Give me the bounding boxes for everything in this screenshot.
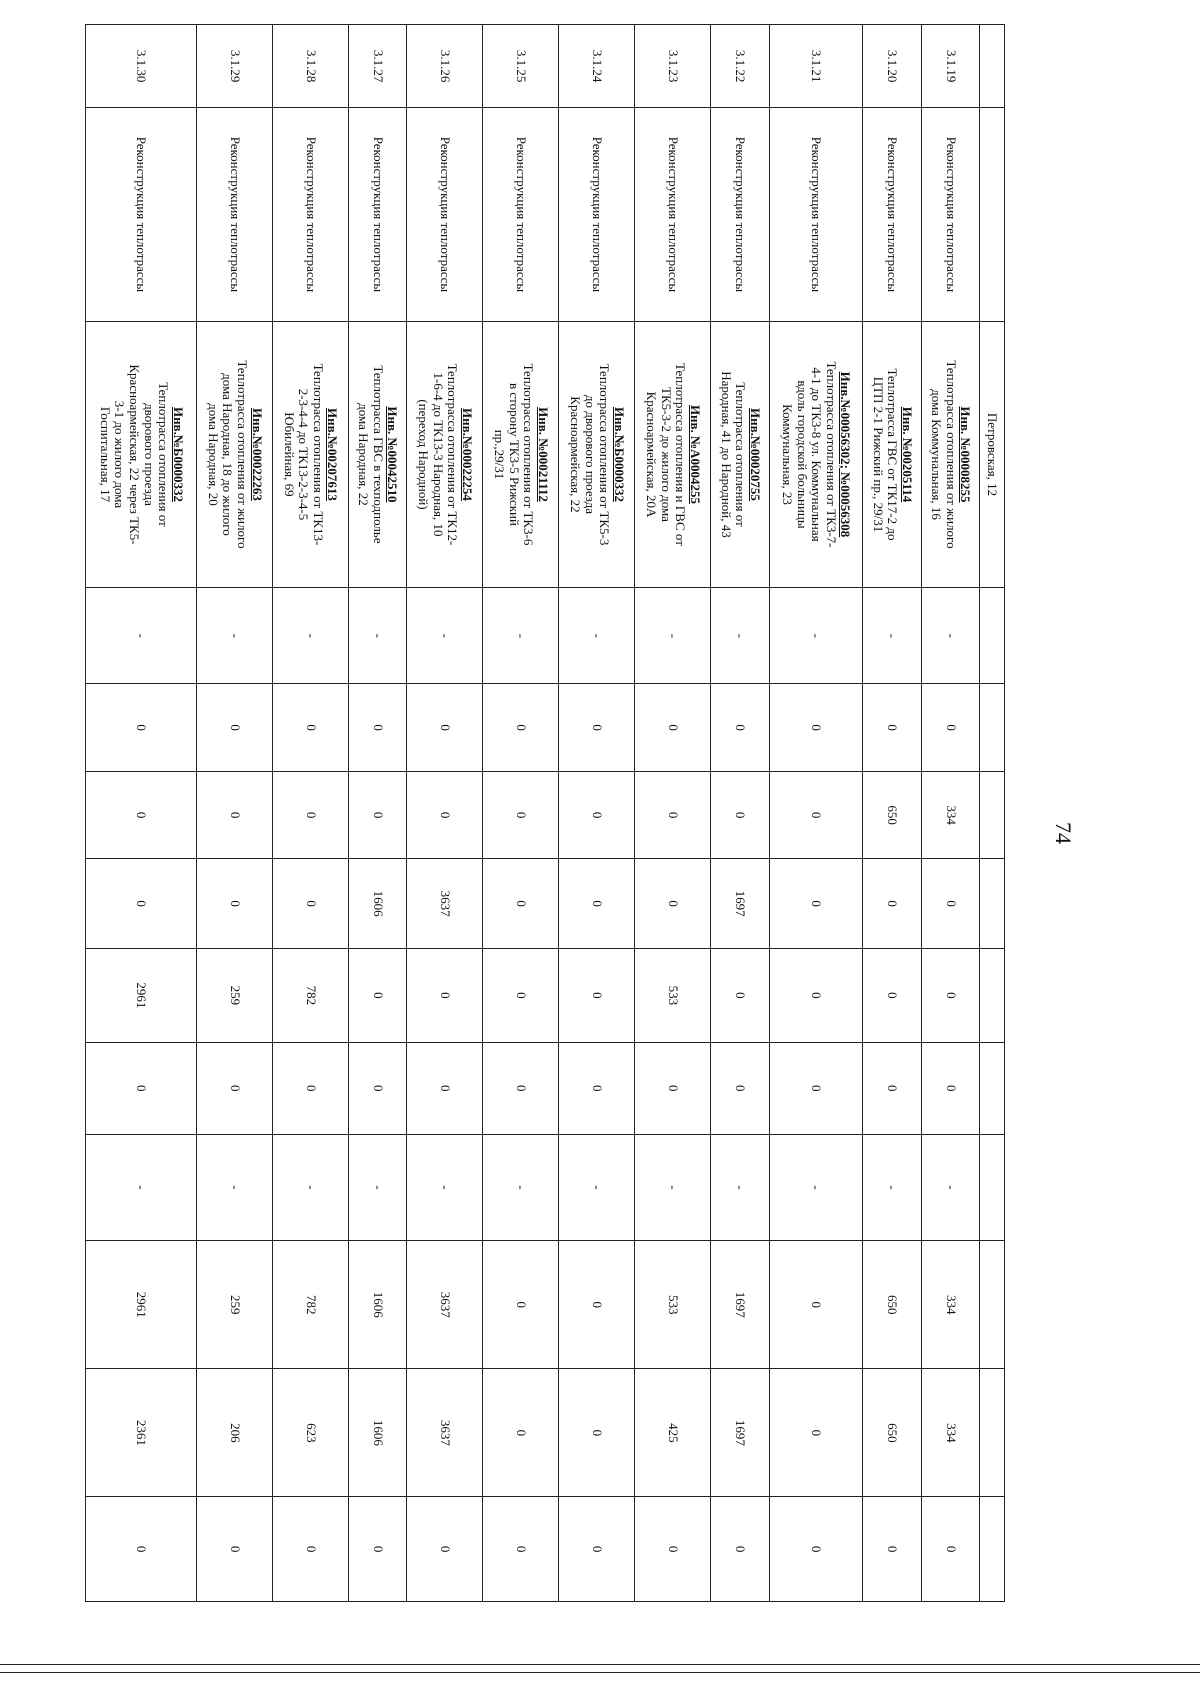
object-description xyxy=(769,321,862,588)
value-cell-2: 0 xyxy=(559,684,635,771)
description-line: дома Народная, 22 xyxy=(356,403,372,506)
value-cell-6: 0 xyxy=(921,1042,979,1134)
inventory-number: Инв.№00020755 xyxy=(747,408,763,501)
value-cell-9: 334 xyxy=(921,1369,979,1497)
value-cell-9: 1697 xyxy=(711,1369,769,1497)
value-cell-1: - xyxy=(769,588,862,684)
value-cell-4: 0 xyxy=(272,859,348,949)
value-cell-4: 1697 xyxy=(711,859,769,949)
value-cell-9: 0 xyxy=(483,1369,559,1497)
row-number: 3.1.21 xyxy=(769,25,862,108)
value-cell-3: 0 xyxy=(559,771,635,858)
value-cell-6: 0 xyxy=(196,1042,272,1134)
description-line: Теплотрасса отопления от ТК13- xyxy=(310,363,326,546)
value-cell-4: 0 xyxy=(635,859,711,949)
value-cell-10: 0 xyxy=(863,1497,921,1602)
description-line: дома Коммунальная, 16 xyxy=(929,389,944,520)
table-row xyxy=(86,25,197,1602)
value-cell-1: - xyxy=(407,588,483,684)
value-cell-3: 0 xyxy=(348,771,406,858)
value-cell-8: 0 xyxy=(769,1241,862,1369)
description-line: ТК5-3-2 до жилого дома xyxy=(658,387,674,522)
table-row xyxy=(272,25,348,1602)
value-cell-10: 0 xyxy=(407,1497,483,1602)
value-cell-9: 623 xyxy=(272,1369,348,1497)
value-cell-2: 0 xyxy=(711,684,769,771)
description-line: (переход Народной) xyxy=(416,399,432,510)
description-line: 3-1 до жилого дома xyxy=(112,400,128,509)
value-cell-5: 0 xyxy=(711,948,769,1042)
value-cell-7: - xyxy=(86,1134,197,1241)
description-line: ЦТП 2-1 Рижский пр., 29/31 xyxy=(870,376,886,533)
value-cell-5: 0 xyxy=(407,948,483,1042)
value-cell-2: 0 xyxy=(635,684,711,771)
value-cell-10: 0 xyxy=(559,1497,635,1602)
work-type: Реконструкция теплотрассы xyxy=(272,108,348,321)
value-cell-9: 425 xyxy=(635,1369,711,1497)
work-type: Реконструкция теплотрассы xyxy=(559,108,635,321)
row-number: 3.1.28 xyxy=(272,25,348,108)
value-cell-3: 650 xyxy=(863,771,921,858)
description-line: Теплотрасса ГВС в техподполье xyxy=(370,365,386,544)
description-line: 4-1 до ТК3-8 ул. Коммунальная xyxy=(809,367,825,542)
value-cell-10: 0 xyxy=(196,1497,272,1602)
description-line: Юбилейная, 69 xyxy=(281,412,297,497)
value-cell-5: 782 xyxy=(272,948,348,1042)
value-cell-10: 0 xyxy=(921,1497,979,1602)
value-cell-2: 0 xyxy=(921,684,979,771)
value-cell-8: 533 xyxy=(635,1241,711,1369)
inventory-number: Инв. №А0004255 xyxy=(687,404,703,505)
inventory-number: Инв.№Б0000332 xyxy=(611,406,627,502)
row-number: 3.1.22 xyxy=(711,25,769,108)
description-line: дома Народная, 20 xyxy=(205,403,221,506)
table-row xyxy=(407,25,483,1602)
value-cell-6: 0 xyxy=(272,1042,348,1134)
description-line: Красноармейская, 22 через ТК5- xyxy=(126,364,142,545)
value-cell-2: 0 xyxy=(196,684,272,771)
value-cell-6: 0 xyxy=(635,1042,711,1134)
description-line: Теплотрасса отопления от жилого xyxy=(235,360,250,549)
value-cell-5: 0 xyxy=(483,948,559,1042)
work-type: Реконструкция теплотрассы xyxy=(863,108,921,321)
work-type: Реконструкция теплотрассы xyxy=(348,108,406,321)
object-description xyxy=(407,321,483,588)
value-cell-6: 0 xyxy=(86,1042,197,1134)
value-cell-10: 0 xyxy=(635,1497,711,1602)
value-cell-4: 0 xyxy=(863,859,921,949)
description-line: Теплотрасса отопления от ТК12- xyxy=(445,363,461,546)
value-cell-8: 2961 xyxy=(86,1241,197,1369)
value-cell-1: - xyxy=(348,588,406,684)
value-cell-5: 259 xyxy=(196,948,272,1042)
value-cell-6: 0 xyxy=(769,1042,862,1134)
value-cell-7: - xyxy=(769,1134,862,1241)
value-cell-7: - xyxy=(272,1134,348,1241)
value-cell-8: 650 xyxy=(863,1241,921,1369)
description-line: Теплотрасса отопления от ТК5-3 xyxy=(597,363,613,546)
row-number: 3.1.25 xyxy=(483,25,559,108)
row-number: 3.1.20 xyxy=(863,25,921,108)
value-cell-8: 259 xyxy=(196,1241,272,1369)
inventory-number: Инв. №00008255 xyxy=(958,406,974,503)
value-cell-7: - xyxy=(559,1134,635,1241)
value-cell-4: 0 xyxy=(196,859,272,949)
value-cell-7: - xyxy=(863,1134,921,1241)
work-type: Реконструкция теплотрассы xyxy=(483,108,559,321)
inventory-number: Инв. №00205114 xyxy=(899,406,915,503)
value-cell-1: - xyxy=(711,588,769,684)
object-description xyxy=(863,321,921,588)
description-line: Коммунальная, 23 xyxy=(780,404,796,505)
value-cell-3: 0 xyxy=(86,771,197,858)
value-cell-8: 782 xyxy=(272,1241,348,1369)
value-cell-6: 0 xyxy=(483,1042,559,1134)
value-cell-7: - xyxy=(196,1134,272,1241)
value-cell-3: 334 xyxy=(921,771,979,858)
value-cell-7: - xyxy=(635,1134,711,1241)
inventory-number: Инв.№00022263 xyxy=(249,408,265,501)
value-cell-3: 0 xyxy=(635,771,711,858)
value-cell-4: 0 xyxy=(86,859,197,949)
value-cell-1: - xyxy=(483,588,559,684)
value-cell-5: 533 xyxy=(635,948,711,1042)
value-cell-9: 0 xyxy=(559,1369,635,1497)
value-cell-5: 0 xyxy=(769,948,862,1042)
object-description xyxy=(635,321,711,588)
data-table xyxy=(85,24,1005,1602)
value-cell-2: 0 xyxy=(769,684,862,771)
description-line: в сторону ТК3-5 Рижский xyxy=(506,382,522,526)
row-number: 3.1.30 xyxy=(86,25,197,108)
row-number: 3.1.19 xyxy=(921,25,979,108)
description-line: Теплотрасса отопления от ТК3-6 xyxy=(521,363,537,546)
inventory-number: Инв.№00056302; №00056308 xyxy=(838,371,854,538)
value-cell-7: - xyxy=(711,1134,769,1241)
description-line: до дворового проезда xyxy=(582,394,598,515)
value-cell-9: 3637 xyxy=(407,1369,483,1497)
value-cell-5: 0 xyxy=(559,948,635,1042)
value-cell-10: 0 xyxy=(769,1497,862,1602)
table-row xyxy=(863,25,921,1602)
row-number: 3.1.27 xyxy=(348,25,406,108)
description-line: Красноармейская, 20А xyxy=(644,391,660,518)
value-cell-1: - xyxy=(863,588,921,684)
value-cell-1: - xyxy=(635,588,711,684)
value-cell-6: 0 xyxy=(711,1042,769,1134)
value-cell-3: 0 xyxy=(407,771,483,858)
object-description xyxy=(921,321,979,588)
work-type: Реконструкция теплотрассы xyxy=(86,108,197,321)
value-cell-10: 0 xyxy=(272,1497,348,1602)
row-number: 3.1.29 xyxy=(196,25,272,108)
description-line: вдоль городской больницы xyxy=(794,380,810,529)
value-cell-6: 0 xyxy=(348,1042,406,1134)
work-type: Реконструкция теплотрассы xyxy=(196,108,272,321)
value-cell-6: 0 xyxy=(863,1042,921,1134)
value-cell-4: 3637 xyxy=(407,859,483,949)
table-row xyxy=(635,25,711,1602)
value-cell-3: 0 xyxy=(272,771,348,858)
value-cell-4: 0 xyxy=(483,859,559,949)
value-cell-7: - xyxy=(483,1134,559,1241)
row-number: 3.1.23 xyxy=(635,25,711,108)
value-cell-9: 206 xyxy=(196,1369,272,1497)
object-description xyxy=(483,321,559,588)
value-cell-2: 0 xyxy=(407,684,483,771)
work-type: Реконструкция теплотрассы xyxy=(407,108,483,321)
description-line: Теплотрасса ГВС от ТК17-2 до xyxy=(885,368,901,541)
table-body xyxy=(86,25,1005,1602)
value-cell-1: - xyxy=(921,588,979,684)
table-row xyxy=(921,25,979,1602)
value-cell-8: 1606 xyxy=(348,1241,406,1369)
object-description xyxy=(196,321,272,588)
table-row xyxy=(559,25,635,1602)
description-line: Теплотрасса отопления от xyxy=(156,382,172,527)
value-cell-3: 0 xyxy=(769,771,862,858)
inventory-number: Инв. №00042510 xyxy=(385,406,401,503)
work-type: Реконструкция теплотрассы xyxy=(711,108,769,321)
value-cell-4: 1606 xyxy=(348,859,406,949)
object-description xyxy=(272,321,348,588)
value-cell-9: 0 xyxy=(769,1369,862,1497)
value-cell-10: 0 xyxy=(711,1497,769,1602)
bottom-rule xyxy=(0,1664,1200,1665)
value-cell-6: 0 xyxy=(407,1042,483,1134)
value-cell-3: 0 xyxy=(196,771,272,858)
table-row xyxy=(348,25,406,1602)
description-line: дворового проезда xyxy=(141,403,157,506)
value-cell-2: 0 xyxy=(348,684,406,771)
value-cell-3: 0 xyxy=(483,771,559,858)
object-description xyxy=(86,321,197,588)
value-cell-10: 0 xyxy=(348,1497,406,1602)
value-cell-4: 0 xyxy=(559,859,635,949)
value-cell-2: 0 xyxy=(863,684,921,771)
value-cell-7: - xyxy=(348,1134,406,1241)
value-cell-4: 0 xyxy=(921,859,979,949)
table-row xyxy=(196,25,272,1602)
page-number: 74 xyxy=(1051,822,1076,844)
value-cell-8: 0 xyxy=(483,1241,559,1369)
description-line: Теплотрасса отопления от ТК3-7- xyxy=(823,361,839,548)
object-description xyxy=(711,321,769,588)
description-line: 1-6-4 до ТК13-3 Народная, 10 xyxy=(430,372,446,537)
description-line: 2-3-4-4 до ТК13-2-3-4-5 xyxy=(296,388,312,521)
value-cell-4: 0 xyxy=(769,859,862,949)
value-cell-1: - xyxy=(559,588,635,684)
top-row-address: Петровская, 12 xyxy=(980,321,1005,588)
value-cell-9: 1606 xyxy=(348,1369,406,1497)
value-cell-7: - xyxy=(921,1134,979,1241)
value-cell-6: 0 xyxy=(559,1042,635,1134)
description-line: Народная, 41 до Народной, 43 xyxy=(718,371,734,538)
value-cell-2: 0 xyxy=(86,684,197,771)
object-description xyxy=(559,321,635,588)
table-row-top xyxy=(980,25,1005,1602)
value-cell-8: 3637 xyxy=(407,1241,483,1369)
value-cell-2: 0 xyxy=(483,684,559,771)
work-type: Реконструкция теплотрассы xyxy=(921,108,979,321)
value-cell-10: 0 xyxy=(483,1497,559,1602)
value-cell-3: 0 xyxy=(711,771,769,858)
description-line: Теплотрасса отопления и ГВС от xyxy=(673,363,689,546)
value-cell-8: 0 xyxy=(559,1241,635,1369)
value-cell-5: 0 xyxy=(348,948,406,1042)
value-cell-5: 0 xyxy=(921,948,979,1042)
table-row xyxy=(483,25,559,1602)
value-cell-1: - xyxy=(86,588,197,684)
table-row xyxy=(711,25,769,1602)
work-type: Реконструкция теплотрассы xyxy=(635,108,711,321)
description-line: Красноармейская, 22 xyxy=(568,396,584,513)
inventory-number: Инв. №00021112 xyxy=(535,407,551,502)
work-type: Реконструкция теплотрассы xyxy=(769,108,862,321)
value-cell-8: 334 xyxy=(921,1241,979,1369)
value-cell-7: - xyxy=(407,1134,483,1241)
value-cell-8: 1697 xyxy=(711,1241,769,1369)
table-row xyxy=(769,25,862,1602)
value-cell-9: 650 xyxy=(863,1369,921,1497)
value-cell-5: 0 xyxy=(863,948,921,1042)
description-line: пр.,29/31 xyxy=(492,429,508,480)
value-cell-5: 2961 xyxy=(86,948,197,1042)
value-cell-2: 0 xyxy=(272,684,348,771)
row-number: 3.1.26 xyxy=(407,25,483,108)
inventory-number: Инв.№Б0000332 xyxy=(170,406,186,502)
row-number: 3.1.24 xyxy=(559,25,635,108)
description-line: Теплотрасса отопления от жилого xyxy=(943,360,959,549)
bottom-rule-2 xyxy=(0,1672,1200,1673)
rotated-table-wrapper xyxy=(85,24,1005,1602)
description-line: Теплотрасса отопления от xyxy=(733,382,749,527)
description-line: дома Народная, 18 до жилого xyxy=(220,373,236,536)
object-description xyxy=(348,321,406,588)
value-cell-9: 2361 xyxy=(86,1369,197,1497)
value-cell-10: 0 xyxy=(86,1497,197,1602)
value-cell-1: - xyxy=(196,588,272,684)
value-cell-1: - xyxy=(272,588,348,684)
description-line: Госпитальная, 17 xyxy=(97,406,113,503)
inventory-number: Инв.№00022254 xyxy=(459,408,475,501)
inventory-number: Инв.№00207613 xyxy=(325,408,341,501)
